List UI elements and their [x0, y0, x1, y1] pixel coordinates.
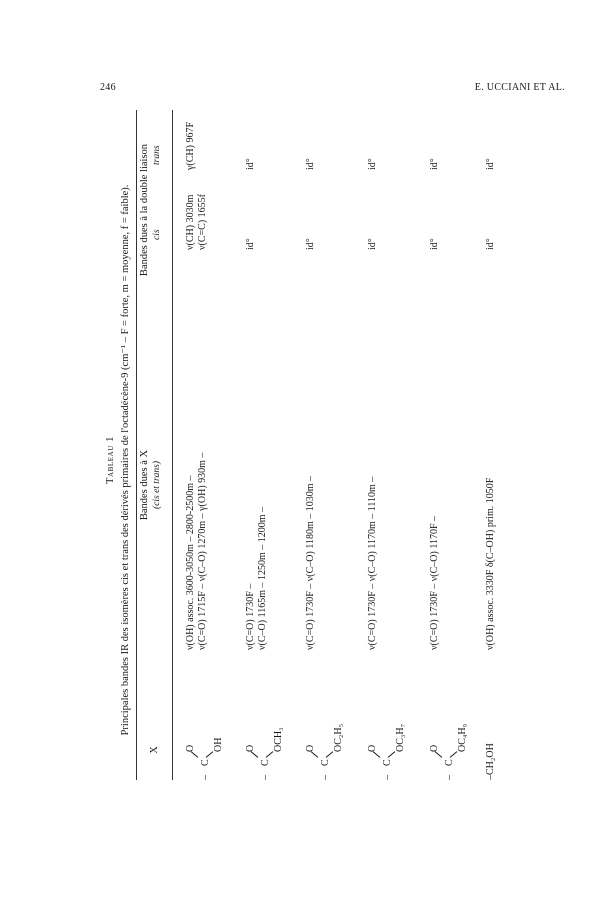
cis-cell: [185, 180, 209, 250]
bands-x-cell: [185, 310, 209, 650]
bands-x-cell: ν(C=O) 1730F – ν(C–O) 1170m – 1110m –: [367, 476, 378, 650]
header-cis: cis: [152, 229, 162, 240]
trans-cell: γ(CH) 967F: [185, 121, 196, 170]
bands-x-cell: ν(OH) assoc. 3330F δ(C–OH) prim. 1050F: [485, 477, 496, 650]
cis-cell: id°: [305, 238, 316, 250]
trans-cell: id°: [245, 158, 256, 170]
x-cell: –CH₂OH: [485, 743, 496, 780]
band-line: ν(OH) assoc. 3600-3050m – 2800-2500m –: [185, 475, 196, 650]
x-cell: [429, 660, 468, 780]
rotated-table: [105, 110, 545, 810]
running-authors: E. UCCIANI ET AL.: [474, 82, 565, 93]
bands-x-cell: [245, 310, 269, 650]
carboxyl-structure: – C O OH: [185, 737, 224, 780]
x-substituent: OC₃H₇: [395, 723, 406, 752]
page-number: 246: [100, 82, 116, 93]
x-substituent: OC₂H₅: [333, 723, 344, 752]
cis-line: ν(CH) 3030m: [185, 194, 196, 250]
x-substituent: OCH₃: [273, 727, 284, 752]
trans-cell: id°: [305, 158, 316, 170]
table-label: Tableau 1: [105, 435, 116, 485]
trans-cell: id°: [485, 158, 496, 170]
table-caption: Principales bandes IR des isomères cis et trans des dérivés primaires de l'octadécène-9 (cm⁻¹ – F = forte, m = moyenne, f = faible).: [120, 184, 131, 736]
x-substituent: OC₄H₉: [457, 723, 468, 752]
header-bands-x: [139, 320, 163, 650]
band-line: ν(C=O) 1715F – ν(C–O) 1270m – γ(OH) 930m –: [197, 452, 208, 650]
cis-line: ν(C=C) 1655f: [197, 194, 208, 250]
table-top-rule: [136, 110, 137, 780]
ester-structure: – C O OC₃H₇: [367, 723, 406, 780]
band-line: ν(C=O) 1730F –: [245, 583, 256, 650]
trans-cell: id°: [367, 158, 378, 170]
header-bands-x-sub: (cis et trans): [152, 460, 162, 510]
x-cell: [367, 660, 406, 780]
header-x: X: [149, 746, 160, 754]
bands-x-cell: ν(C=O) 1730F – ν(C–O) 1170F –: [429, 515, 440, 650]
header-double-bond: [139, 110, 162, 310]
table-header-rule: [172, 110, 173, 780]
cis-cell: id°: [245, 238, 256, 250]
header-trans: trans: [152, 145, 162, 165]
ester-structure: – C O OC₂H₅: [305, 723, 344, 780]
x-substituent: OH: [213, 737, 224, 752]
x-cell: [305, 660, 344, 780]
band-line: ν(C–O) 1165m – 1250m – 1200m –: [257, 506, 268, 650]
trans-cell: id°: [429, 158, 440, 170]
header-double-bond-title: Bandes dues à la double liaison: [139, 143, 150, 277]
cis-cell: id°: [429, 238, 440, 250]
header-bands-x-title: Bandes dues à X: [139, 449, 150, 521]
ester-structure: – C O OC₄H₉: [429, 723, 468, 780]
cis-cell: id°: [485, 238, 496, 250]
x-cell: [185, 660, 224, 780]
cis-cell: id°: [367, 238, 378, 250]
ester-structure: – C O OCH₃: [245, 727, 284, 780]
x-cell: [245, 660, 284, 780]
bands-x-cell: ν(C=O) 1730F – ν(C–O) 1180m – 1030m –: [305, 475, 316, 650]
